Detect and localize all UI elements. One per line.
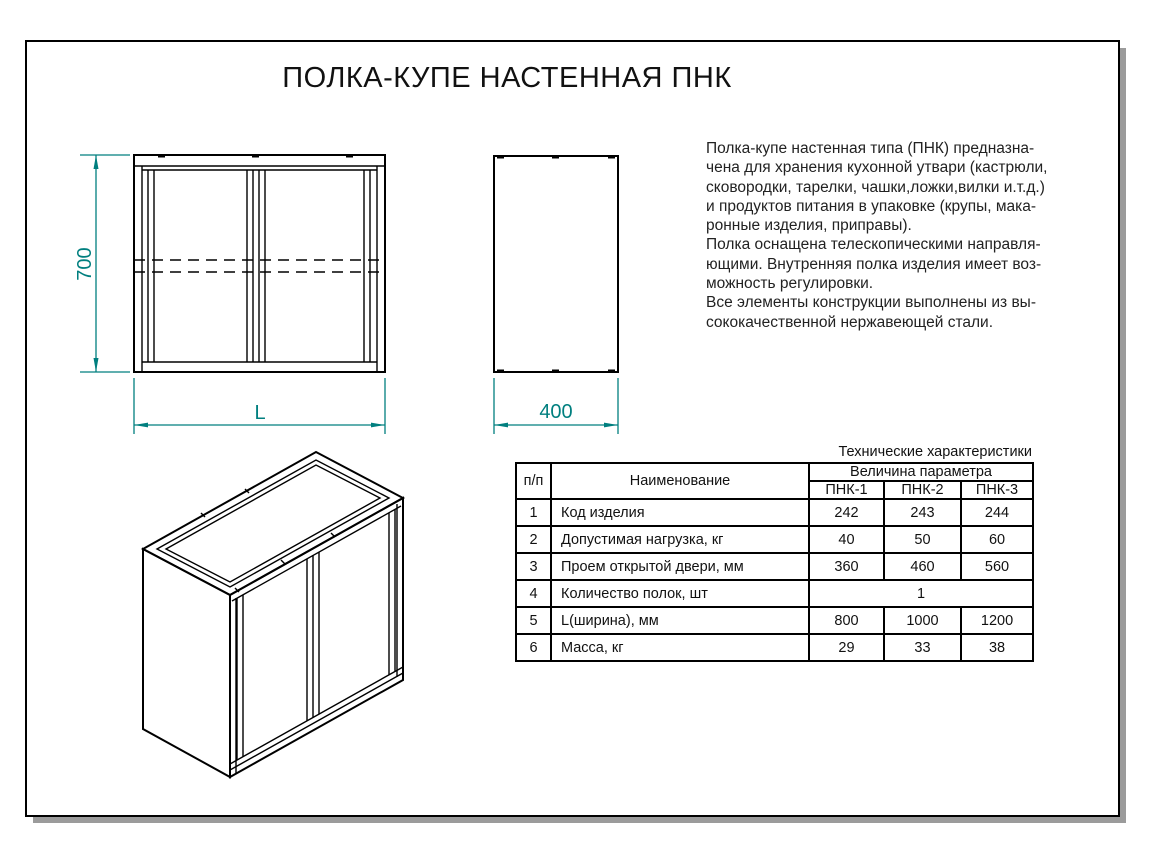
- row-name: Допустимая нагрузка, кг: [551, 526, 809, 553]
- col-header-name: Наименование: [551, 463, 809, 499]
- row-value: 243: [884, 499, 961, 526]
- front-view-cabinet: [134, 155, 385, 372]
- row-name: Проем открытой двери, мм: [551, 553, 809, 580]
- row-value: 242: [809, 499, 884, 526]
- description-line: ронные изделия, приправы).: [706, 217, 912, 235]
- description-line: ющими. Внутренняя полка изделия имеет воз-: [706, 255, 1042, 273]
- page-title: ПОЛКА-КУПЕ НАСТЕННАЯ ПНК: [282, 62, 732, 94]
- table-row: [516, 580, 1033, 607]
- col-header-group: Величина параметра: [809, 463, 1033, 481]
- side-depth-dimension-label: 400: [539, 401, 573, 423]
- row-num: 1: [516, 499, 551, 526]
- dimension-depth-400: [494, 378, 618, 434]
- row-value: 1200: [961, 607, 1033, 634]
- row-num: 5: [516, 607, 551, 634]
- row-value: 60: [961, 526, 1033, 553]
- row-value-span: 1: [809, 580, 1033, 607]
- col-header-model-pnk1: ПНК-1: [809, 481, 884, 499]
- table-row: [516, 526, 1033, 553]
- row-value: 29: [809, 634, 884, 661]
- row-name: Масса, кг: [551, 634, 809, 661]
- isometric-cabinet: [143, 452, 403, 777]
- row-value: 40: [809, 526, 884, 553]
- row-value: 50: [884, 526, 961, 553]
- description-text: [706, 139, 1086, 332]
- front-view-drawing: [70, 140, 405, 440]
- description-line: Все элементы конструкции выполнены из вы-: [706, 294, 1036, 312]
- front-width-dimension-label: L: [254, 402, 266, 424]
- description-line: Полка оснащена телескопическими направля-: [706, 236, 1041, 254]
- specs-table-caption: Технические характеристики: [838, 444, 1032, 460]
- dimension-height-700: [74, 155, 130, 372]
- specs-table: [515, 462, 1034, 662]
- row-value: 460: [884, 553, 961, 580]
- row-value: 38: [961, 634, 1033, 661]
- description-line: сококачественной нержавеющей стали.: [706, 313, 994, 331]
- row-num: 3: [516, 553, 551, 580]
- row-name: Код изделия: [551, 499, 809, 526]
- table-row: [516, 499, 1033, 526]
- row-value: 244: [961, 499, 1033, 526]
- row-num: 2: [516, 526, 551, 553]
- description-line: сковородки, тарелки, чашки,ложки,вилки и.т.д.): [706, 178, 1045, 196]
- row-name: Количество полок, шт: [551, 580, 809, 607]
- dimension-width-L: [134, 378, 385, 434]
- table-row: [516, 634, 1033, 661]
- row-value: 800: [809, 607, 884, 634]
- description-line: чена для хранения кухонной утвари (кастрюли,: [706, 159, 1048, 177]
- front-height-dimension-label: 700: [74, 247, 96, 281]
- table-header-row: [516, 463, 1033, 481]
- row-num: 4: [516, 580, 551, 607]
- side-view-drawing: [455, 140, 640, 440]
- col-header-model-pnk2: ПНК-2: [884, 481, 961, 499]
- description-line: можность регулировки.: [706, 275, 874, 293]
- row-value: 560: [961, 553, 1033, 580]
- description-line: и продуктов питания в упаковке (крупы, мака-: [706, 197, 1037, 215]
- row-num: 6: [516, 634, 551, 661]
- row-value: 360: [809, 553, 884, 580]
- table-row: [516, 607, 1033, 634]
- description-line: Полка-купе настенная типа (ПНК) предназна-: [706, 140, 1035, 157]
- col-header-model-pnk3: ПНК-3: [961, 481, 1033, 499]
- row-value: 1000: [884, 607, 961, 634]
- col-header-num: п/п: [516, 463, 551, 499]
- row-name: L(ширина), мм: [551, 607, 809, 634]
- row-value: 33: [884, 634, 961, 661]
- side-view-cabinet: [494, 156, 618, 372]
- table-row: [516, 553, 1033, 580]
- isometric-drawing: [110, 440, 415, 790]
